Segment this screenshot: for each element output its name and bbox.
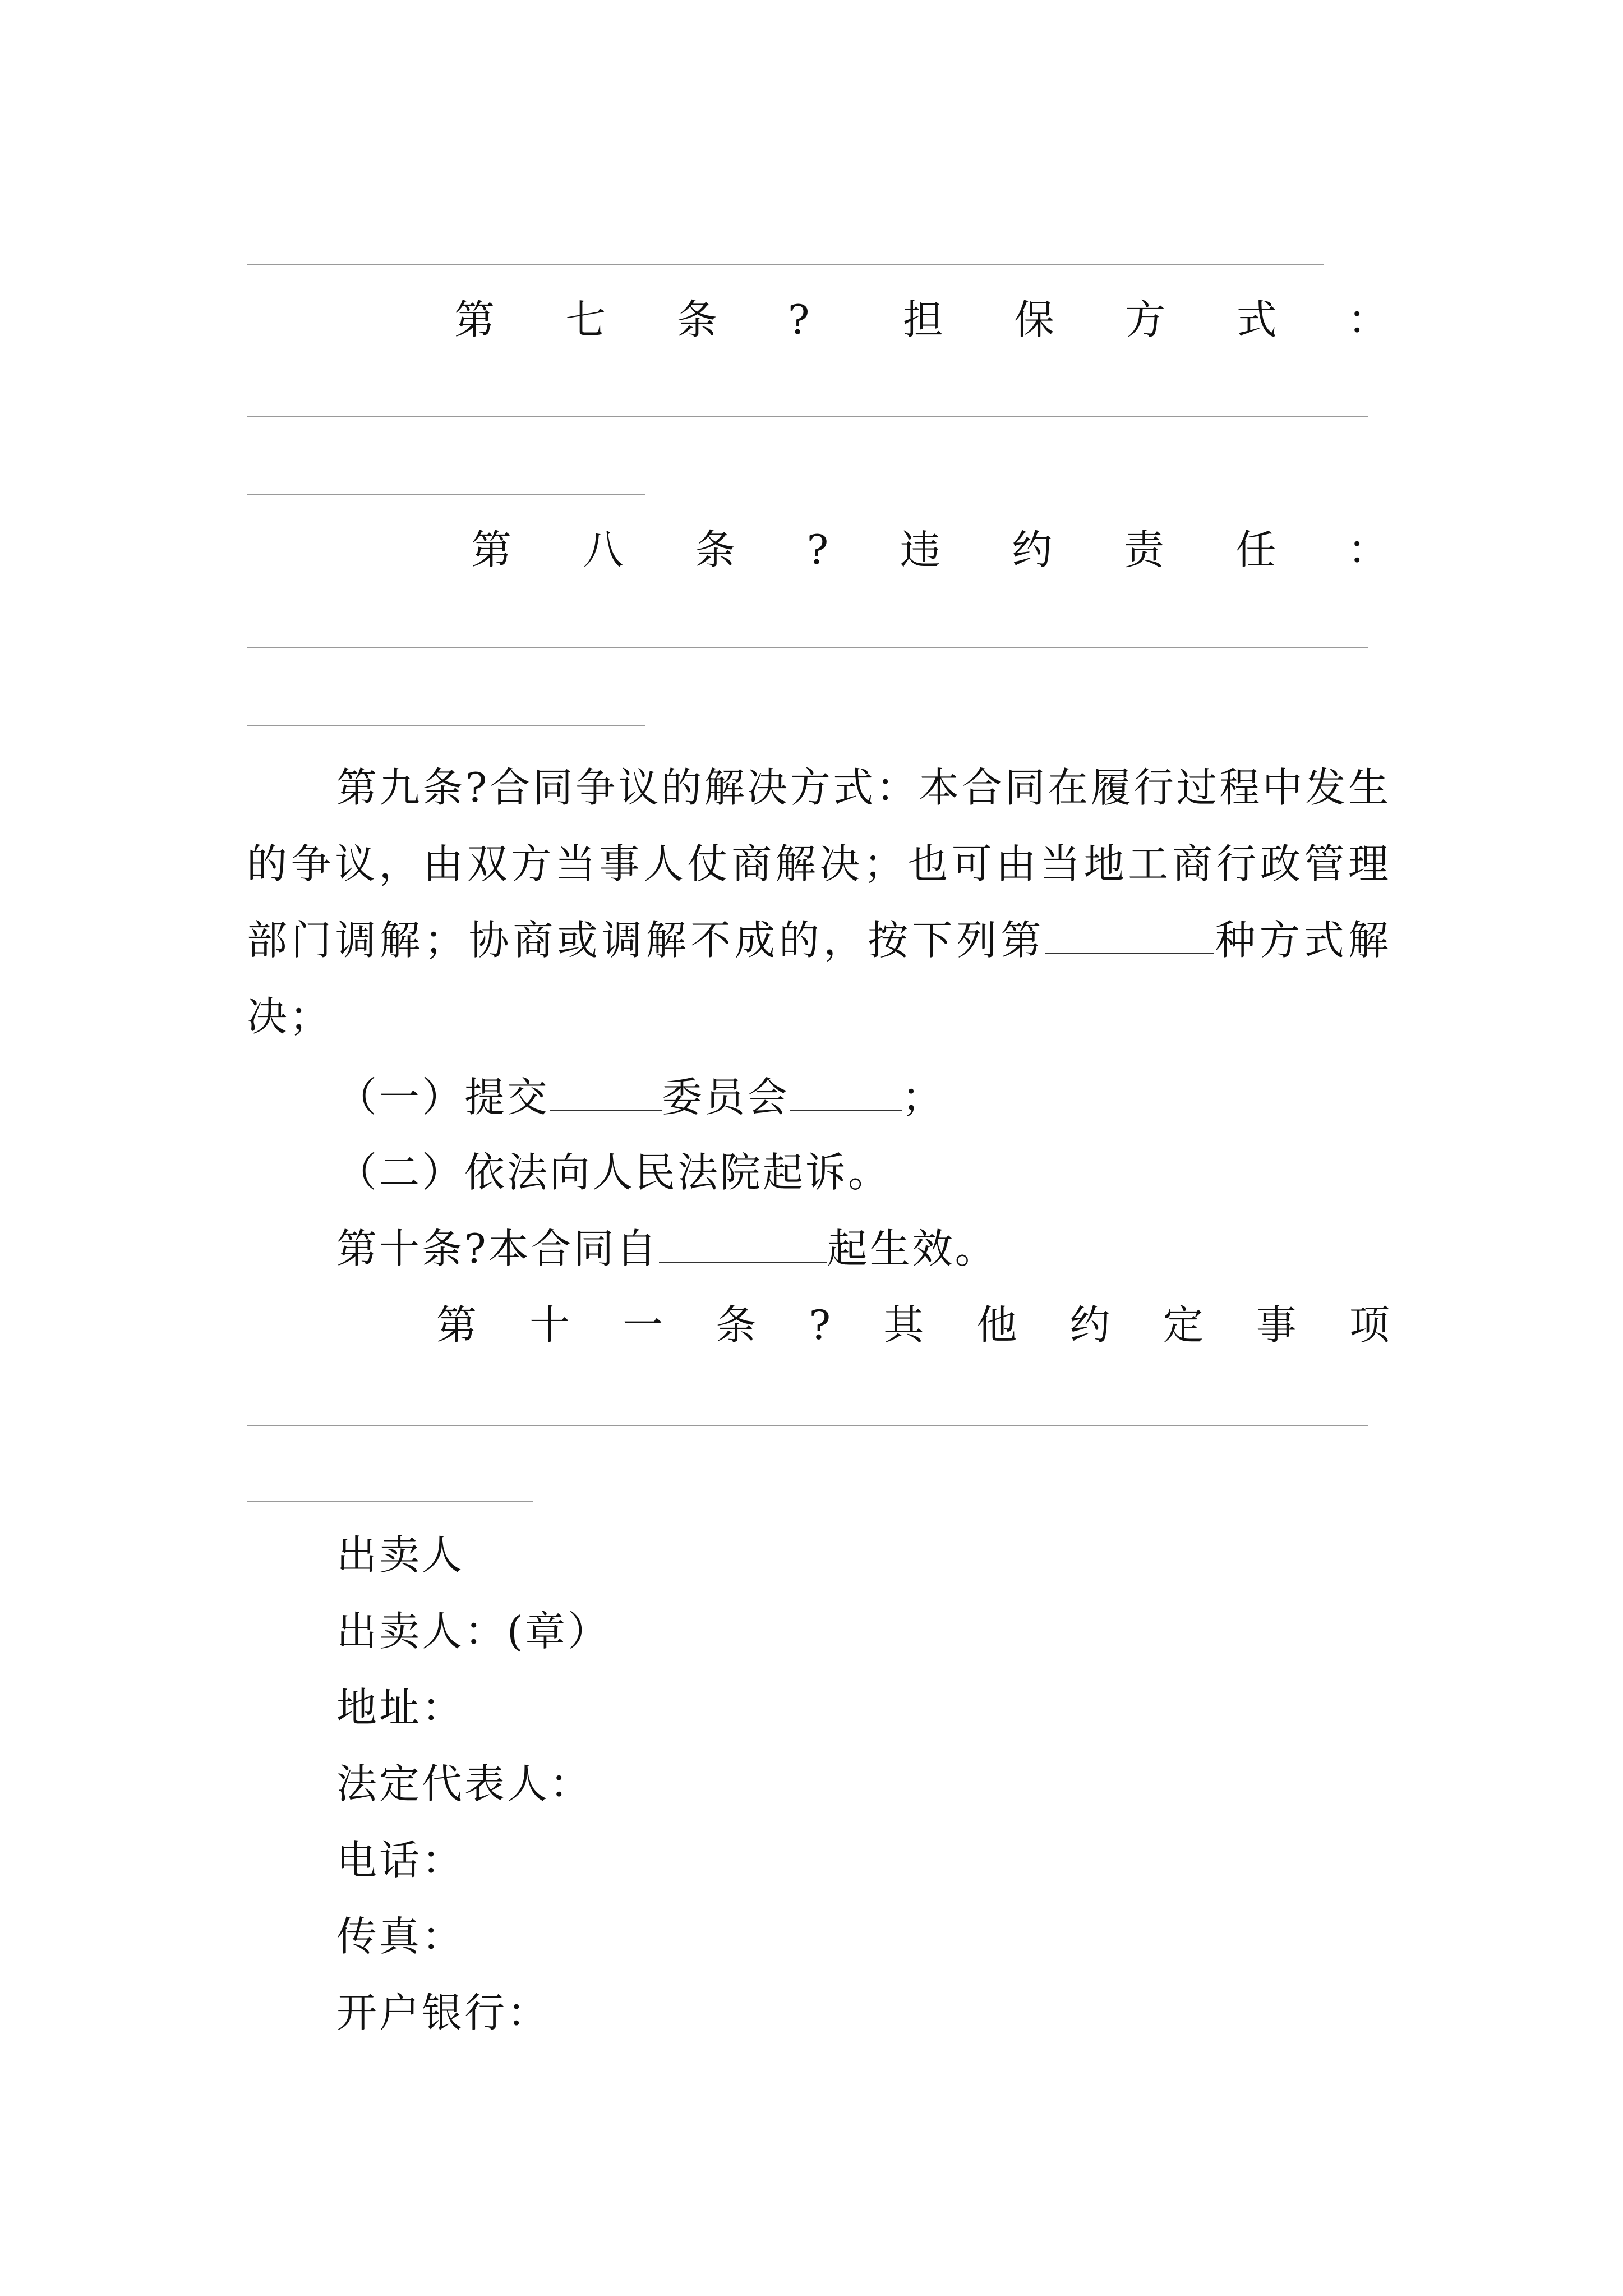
article-8-heading bbox=[471, 522, 1388, 578]
seller-seal bbox=[336, 1603, 610, 1659]
phone-text: 电话： bbox=[336, 1837, 465, 1884]
article-7-char: 式 bbox=[1236, 296, 1277, 343]
article-7-char: 方 bbox=[1125, 296, 1166, 343]
article-9-option-2 bbox=[336, 1144, 891, 1200]
article-11-char: 项 bbox=[1349, 1301, 1390, 1349]
article-7-heading bbox=[454, 292, 1388, 348]
article-8-char: 责 bbox=[1123, 526, 1164, 573]
blank-field bbox=[550, 1076, 662, 1111]
fax-label bbox=[336, 1908, 464, 1964]
bank-label bbox=[336, 1985, 550, 2041]
article-9-paragraph bbox=[247, 749, 1391, 1055]
article-11-char: 其 bbox=[883, 1301, 924, 1349]
article-8-char: ? bbox=[806, 526, 829, 573]
article-11-char: 事 bbox=[1256, 1301, 1297, 1349]
article-8-char: ： bbox=[1347, 526, 1388, 573]
article-9-text: 第九条?合同争议的解决方式：本合同在履行过程中发生的争议，由双方当事人仗商解决；也可由当地工商行政管理部门调解；协商或调解不成的，按下列第 bbox=[247, 764, 1391, 964]
blank-field bbox=[1045, 919, 1214, 954]
blank-field bbox=[659, 1228, 827, 1263]
article-11-char: 他 bbox=[976, 1301, 1017, 1349]
fill-line bbox=[247, 647, 1368, 648]
option-2-text: （二）依法向人民法院起诉。 bbox=[336, 1149, 891, 1196]
article-11-char: ? bbox=[809, 1301, 831, 1349]
article-11-heading bbox=[436, 1297, 1390, 1353]
article-11-char: 十 bbox=[529, 1301, 570, 1349]
fill-line bbox=[247, 725, 645, 726]
article-11-char: 定 bbox=[1163, 1301, 1204, 1349]
article-11-char: 约 bbox=[1069, 1301, 1110, 1349]
option-1-prefix: （一）提交 bbox=[336, 1074, 550, 1121]
article-7-char: 担 bbox=[902, 296, 943, 343]
article-7-char: 七 bbox=[565, 296, 606, 343]
fax-text: 传真： bbox=[336, 1913, 465, 1960]
article-10-suffix: 起生效。 bbox=[827, 1225, 998, 1272]
fill-line bbox=[247, 416, 1368, 417]
article-8-char: 第 bbox=[471, 526, 512, 573]
article-10 bbox=[336, 1221, 998, 1277]
phone-label bbox=[336, 1832, 464, 1888]
legal-rep-text: 法定代表人： bbox=[336, 1760, 593, 1807]
address-label bbox=[336, 1680, 464, 1736]
article-11-char: 一 bbox=[623, 1301, 663, 1349]
option-1-middle: 委员会 bbox=[662, 1074, 790, 1121]
fill-line bbox=[247, 1501, 533, 1502]
article-11-char: 条 bbox=[716, 1301, 757, 1349]
seller-seal-text: 出卖人：(章） bbox=[336, 1608, 611, 1655]
article-8-char: 违 bbox=[900, 526, 940, 573]
article-8-char: 约 bbox=[1012, 526, 1053, 573]
article-8-char: 条 bbox=[695, 526, 736, 573]
fill-line bbox=[247, 1425, 1368, 1426]
option-1-suffix: ； bbox=[902, 1074, 945, 1121]
article-11-char: 第 bbox=[436, 1301, 477, 1349]
article-7-char: 第 bbox=[454, 296, 495, 343]
article-10-prefix: 第十条?本合同自 bbox=[336, 1225, 659, 1272]
article-8-char: 八 bbox=[583, 526, 624, 573]
article-7-char: ： bbox=[1347, 296, 1388, 343]
article-9-option-1 bbox=[336, 1069, 944, 1125]
seller-heading bbox=[336, 1527, 464, 1583]
bank-text: 开户银行： bbox=[336, 1989, 550, 2036]
article-7-char: ? bbox=[787, 296, 810, 343]
fill-line bbox=[247, 264, 1324, 265]
address-text: 地址： bbox=[336, 1684, 465, 1731]
legal-rep-label bbox=[336, 1756, 592, 1812]
article-8-char: 任 bbox=[1235, 526, 1276, 573]
article-9-text-end: 种方式解决； bbox=[247, 917, 1391, 1040]
blank-field bbox=[790, 1076, 902, 1111]
fill-line bbox=[247, 494, 645, 495]
article-7-char: 条 bbox=[676, 296, 717, 343]
article-7-char: 保 bbox=[1014, 296, 1055, 343]
seller-heading-text: 出卖人 bbox=[336, 1531, 465, 1579]
